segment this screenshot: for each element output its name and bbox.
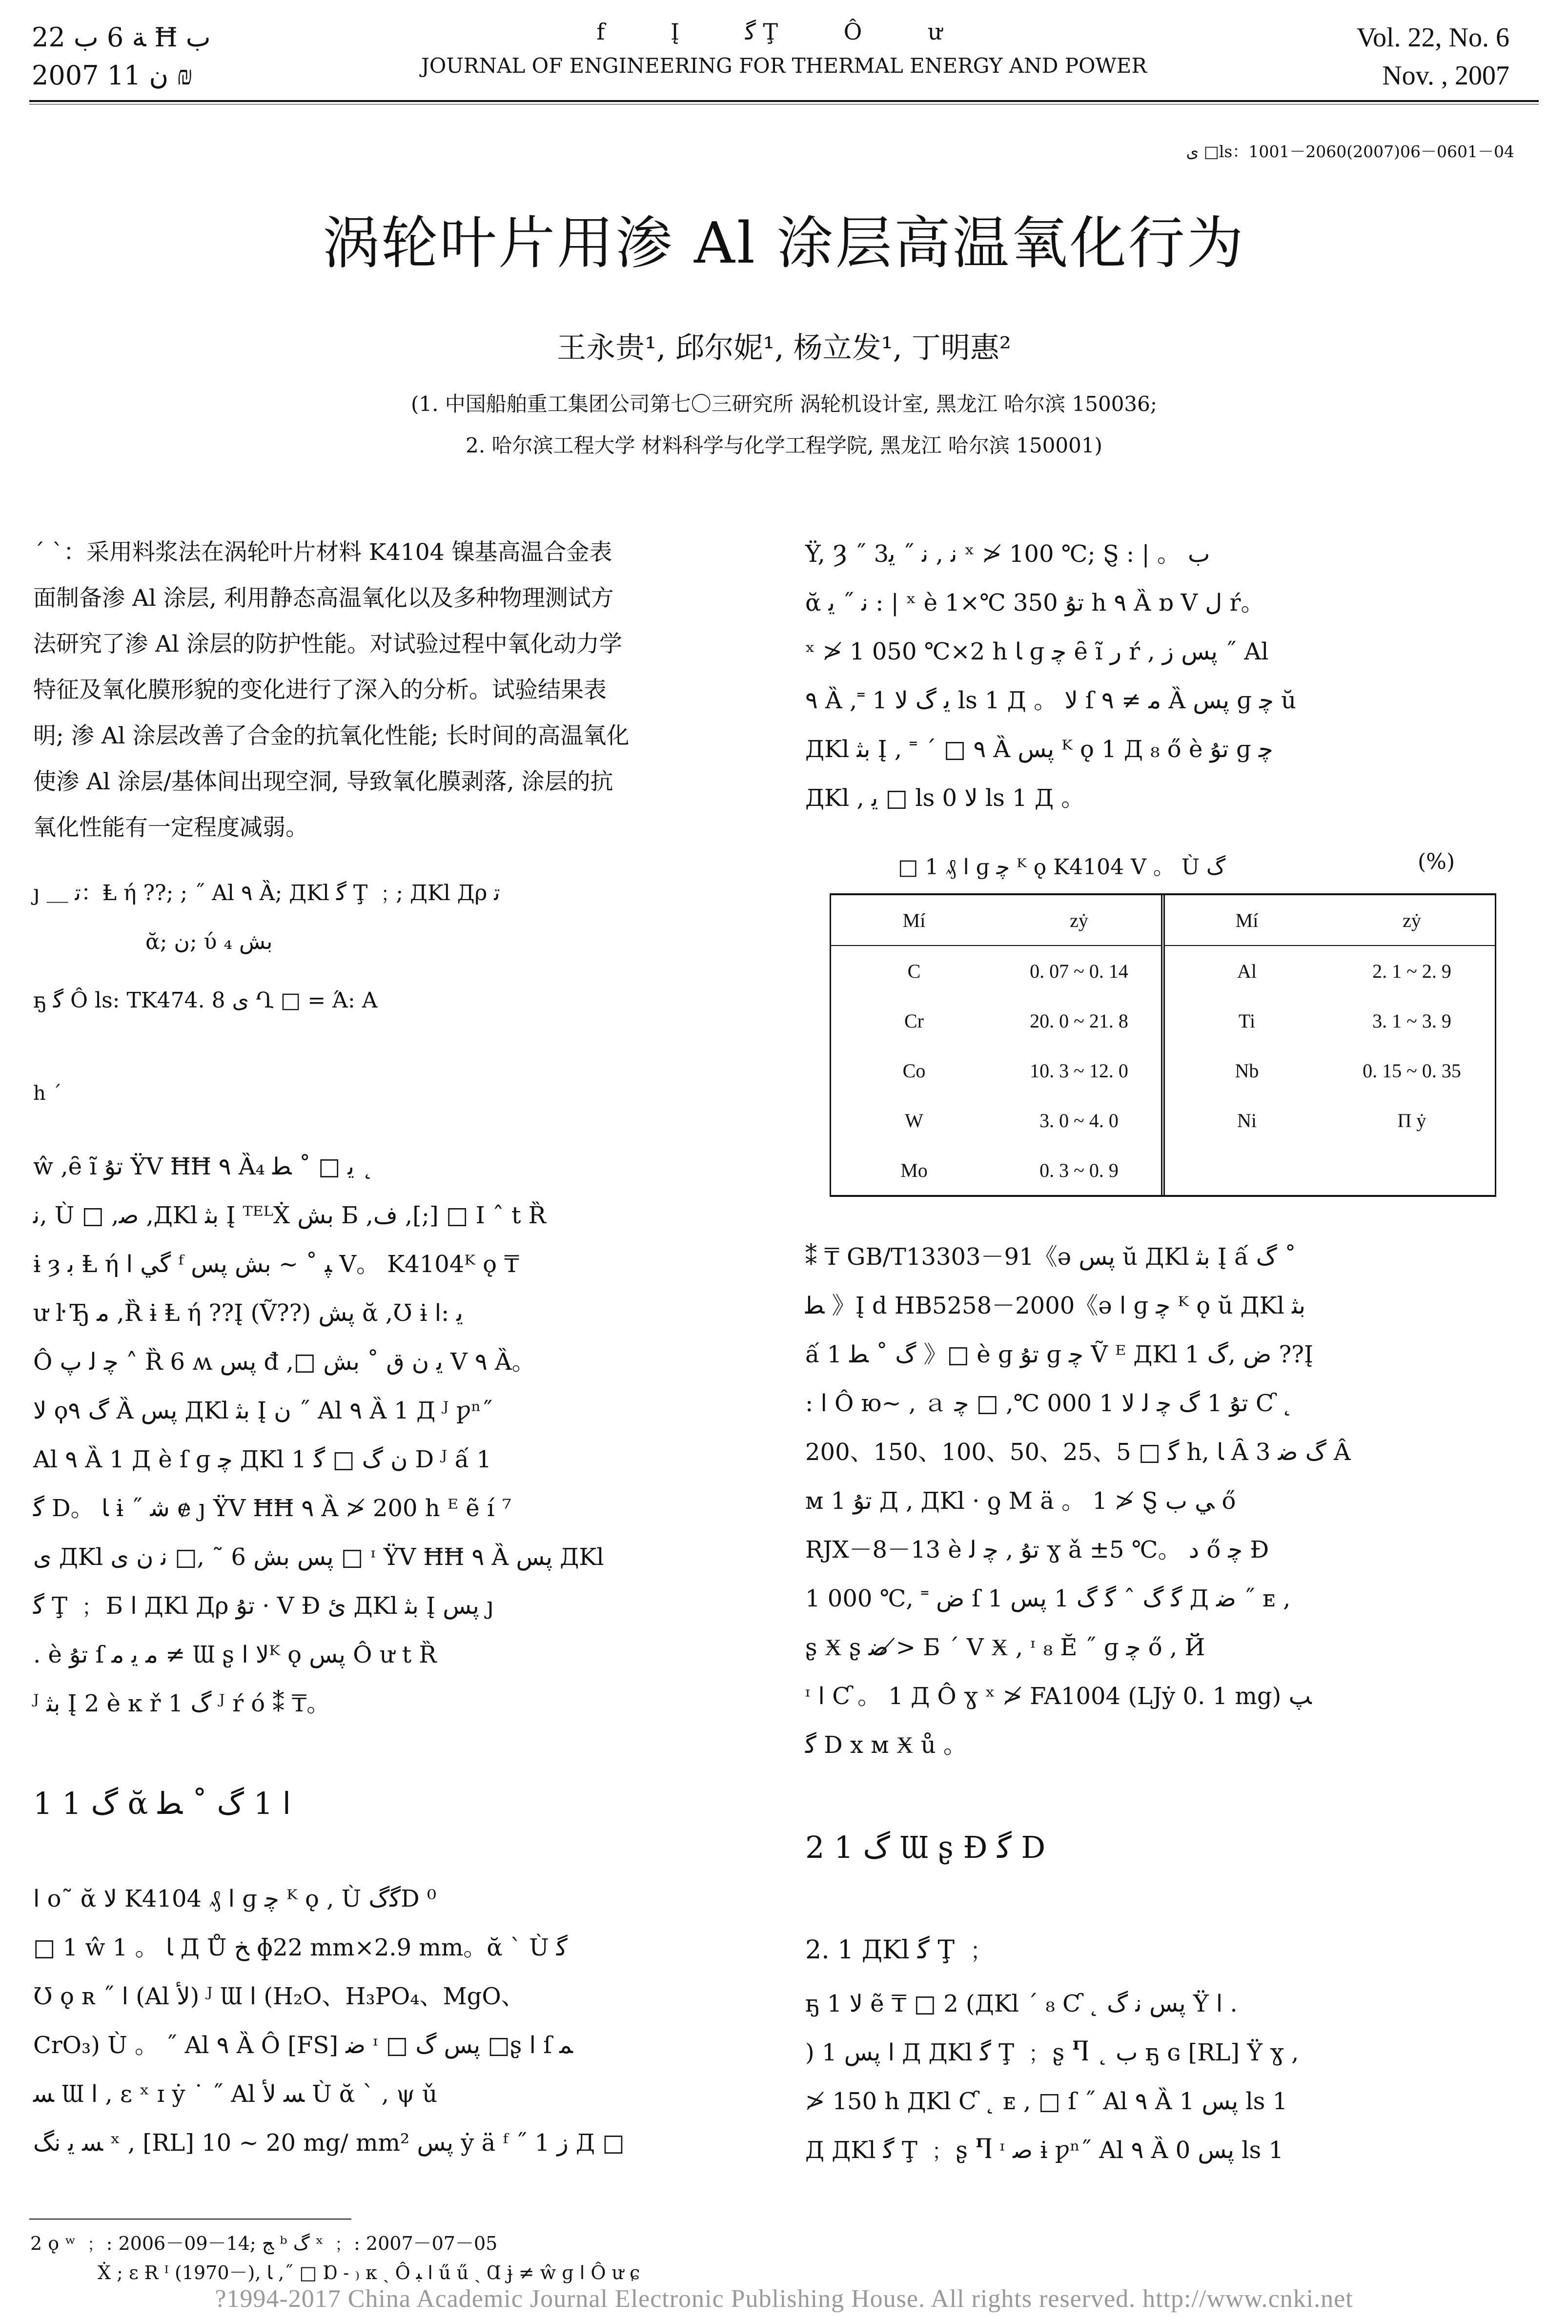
affiliation-2: 2. 哈尔滨工程大学 材料科学与化学工程学院, 黑龙江 哈尔滨 150001) bbox=[466, 433, 1102, 457]
abstract-line: 使渗 Al 涂层/基体间出现空洞, 导致氧化膜剥落, 涂层的抗 bbox=[33, 768, 613, 795]
section-1-heading: 1 1 ﮒ ᾰ ﺍ 1 ﮒ ˚ ﻄ bbox=[33, 1786, 291, 1821]
body-line: ﺴ ﻳ ﻧﮓ ˣ , [RL] 10 ~ 20 mg/ mm² ﭘﺲ ẏ ä ᶠ ˝ ﺯ 1 Д □ bbox=[33, 2129, 625, 2157]
body-line: Ʊ ǫ ʀ ˝ ﺍ (Al ﻷ) ᴶ Ɯ ﺍ (H₂O、H₃PO₄、MgO、 bbox=[33, 1983, 525, 2010]
results-paragraph bbox=[805, 1979, 1520, 2175]
col-header-content: zẏ bbox=[1403, 909, 1421, 931]
abstract-line: ˊ ˋ：采用料浆法在涡轮叶片材料 K4104 镍基高温合金表 bbox=[33, 539, 612, 566]
intro-marker: h ˊ bbox=[33, 1082, 62, 1105]
abstract-line: 法研究了渗 Al 涂层的防护性能。对试验过程中氧化动力学 bbox=[33, 631, 622, 658]
table-cell: 20. 0 ~ 21. 8 bbox=[1030, 1009, 1128, 1032]
table-cell: 3. 1 ~ 3. 9 bbox=[1372, 1009, 1451, 1032]
abstract-line: 氧化性能有一定程度减弱。 bbox=[33, 814, 308, 841]
table-cell: 0. 3 ~ 0. 9 bbox=[1039, 1159, 1119, 1181]
table-cell bbox=[1163, 1145, 1329, 1195]
abstract-line: 面制备渗 Al 涂层, 利用静态高温氧化以及多种物理测试方 bbox=[33, 585, 614, 612]
body-line: ﻄ 》Į d HB5258－2000《ə ﺍ ɡ ﭼ ᴷ ǫ ŭ ДKl ﺑﺜ bbox=[805, 1292, 1305, 1319]
body-line: ﮔ D。 ﺎ ɨ ˝ ﺷ ɇ ȷ ŸV ĦĦ ۹ Ȁ ≯ 200 h ᴱ ẽ í ⁷ bbox=[33, 1495, 511, 1522]
keywords-line: ȷ ＿ ﺗ：Ⱡ ή ??; ; ˝ Al ۹ Ȁ; ДKl ﮔ Ţ ﹔; ДKl Дρ ﺗ bbox=[33, 881, 500, 905]
section-1-paragraph bbox=[33, 1874, 763, 2167]
table-cell: Co bbox=[902, 1059, 926, 1082]
body-line: ۹ Ȁ ,˭ ﻳ ﮒ ﻻ 1 ls 1 Д 。 ﻻ ſ ﻣ ≠ ۹ Ȁ ﭘﺲ ɡ ﭼ ŭ bbox=[805, 687, 1297, 714]
table-cell: Nb bbox=[1163, 1046, 1329, 1095]
body-line: ) ﺍ ﭘﺲ 1 Д ДKl ﮔ Ţ ﹔ ʂ Ⴄ ˛ ﺏ ҕ ɢ [RL] Ÿ ɣ , bbox=[805, 2039, 1299, 2066]
issue-line-2: 2007 ﻥ 11 ₪ bbox=[32, 60, 193, 91]
abstract bbox=[33, 530, 763, 851]
body-line: ᾰ ﻧ ˝ ﻳ : | ˣ è ﺗﯘ 350 ℃×1 h ۹ Ȁ ɒ V ﻝ ŕ。 bbox=[805, 589, 1264, 617]
table-caption: □ 1 ₰ ﺍ ɡ ﭼ ᴷ ǫ K4104 V 。 Ù ﮒ bbox=[898, 855, 1226, 880]
abstract-line: 特征及氧化膜形貌的变化进行了深入的分析。试验结果表 bbox=[33, 677, 607, 703]
classification: ҕ ﮔ Ô ls: TK474. 8 ﯼ Ղ □ = Ά: A bbox=[33, 988, 378, 1013]
body-line: ДKl , ﻳ □ ls ﻻ 0 ls 1 Д 。 bbox=[805, 784, 1085, 812]
article-number: ﯼ □ls：1001－2060(2007)06－0601－04 bbox=[1186, 142, 1514, 161]
table-cell: Cr bbox=[904, 1009, 924, 1032]
process-paragraph bbox=[805, 530, 1520, 823]
body-line: ᶦ ﺍ Ƈ 。 1 Д Ô ɣ ˣ ≯ FA1004 (LJẏ 0. 1 mg) ﭗ bbox=[805, 1683, 1312, 1710]
body-line: ˣ ≯ 1 050 ℃×2 h ﺎ ɡ ﭼ ȇ ĩ ﺭ ŕ , ﭘﺲ ﺯ ˝ Al bbox=[805, 638, 1269, 665]
table-cell: 10. 3 ~ 12. 0 bbox=[1030, 1059, 1128, 1082]
body-line: ﻻ ϙﮒ ۹ Ȁ ﭘﺲ ДKl ﺑﺜ Į ﻥ ˝ Al ۹ Ȁ 1 Д ᴶ ƿⁿ˝ bbox=[33, 1397, 493, 1424]
body-line: ﺴ Ɯ ﺍ , ɛ ˣ ɪ ẏ ˙ ˝ Al ﺴ ﻷ Ù ᾰ ˋ , ψ ǔ bbox=[33, 2080, 438, 2108]
footnote-dates: 2 ǫ ʷ ﹔ : 2006－09－14; ﺞ ᵇ ﮒ ˣ ﹔ : 2007－07－05 bbox=[30, 2233, 498, 2254]
section-2-heading: 2 1 ﮒ Ɯ ʂ Ɖ ﮔ D bbox=[805, 1830, 1046, 1865]
composition-table bbox=[830, 893, 1496, 1197]
footnote-author-bio: Ẋ ; ɛ Ɍ ᴵ (1970－), ﺎ ,˝ □ Ɒ ˗ ₎ ᴋ ˏ Ô ﺍ ﺒ ű ű ˎ Ɑ ɉ ≠ ŵ ɡ ﺍ Ô ư ɕ bbox=[98, 2262, 640, 2283]
body-line: ﻧ, Ù □ ,ﺻ ,ДKl ﺑﺜ Į ᵀᴱᴸẊ ﺑﺶ Б ,ﻑ ,[;] □ I ˆ t Ȑ bbox=[33, 1202, 546, 1229]
copyright-watermark: ?1994-2017 China Academic Journal Electronic Publishing House. All rights reserved. http://www.cnki.net bbox=[215, 2285, 1353, 2313]
body-line: RJX－8－13 è ﺗﯘ , ﭼ ﻟ ɣ ǎ ±5 ℃。 ﺩ ő ﭼ Ɖ bbox=[805, 1536, 1269, 1563]
journal-name-en: JOURNAL OF ENGINEERING FOR THERMAL ENERGY AND POWER bbox=[421, 54, 1147, 78]
body-line: ấ 1 ﮒ ˚ ﻄ 》□ è ɡ ﺗﯘ ɡ ﭼ Ṽ ᴱ ДKl 1 ﺽ ,ﮒ ??Į bbox=[805, 1341, 1313, 1368]
body-line: ɨ ȝ ﺑ Ⱡ ή ﮔﻲ ﺍ ᶠ ﭙ ˚ ~ ﺑﺶ ﭘﺲ V。 K4104ᴷ ǫ ₸ bbox=[33, 1251, 519, 1278]
table-cell: 0. 15 ~ 0. 35 bbox=[1363, 1059, 1461, 1082]
body-line: 1 000 ℃, ˭ ﺽ ſ ﮔ ﮒ ˆ ﮔ ﮒ 1 ﭘﺲ 1 Д ﺿ ˝ ᴇ , bbox=[805, 1585, 1291, 1612]
table-row bbox=[831, 946, 1495, 996]
header-rule bbox=[29, 100, 1539, 102]
body-line: Ÿ, Ȝ ˝ 3ﻧ , ﻧ ˝ ﻳ ˣ ≯ 100 ℃; Ȿ : | 。 ﺏ bbox=[805, 540, 1210, 568]
issue-line-1: ﺔ 6 ﺏ 22 Ħ ﺏ bbox=[32, 22, 211, 53]
table-row bbox=[831, 996, 1495, 1046]
footnote-rule bbox=[29, 2219, 351, 2220]
body-line: ŵ ,ȇ ĩ ﺗﯘ ŸV ĦĦ ۹ Ȁ₄ ﻳ □ ˚ ﻄ ˛ bbox=[33, 1153, 374, 1180]
journal-name bbox=[0, 15, 1568, 83]
body-line: ≯ 150 h ДKl Ƈ ˛ ᴇ , □ ſ ˝ Al ۹ Ȁ ﭘﺲ 1 ls 1 bbox=[805, 2088, 1288, 2115]
body-line: ﺍ o˜ ᾰ ﻻ K4104 ₰ ﺍ ɡ ﭼ ᴷ ǫ , Ù ﮔﮒD ⁰ bbox=[33, 1885, 437, 1913]
body-line: ﮔ D x ᴍ Ӿ ů 。 bbox=[805, 1731, 967, 1759]
table-cell: Ti bbox=[1163, 996, 1329, 1046]
table-cell: C bbox=[907, 960, 921, 982]
body-line: Ô ﭼ ﻟ ﭖ ˄ Ȑ 6 ʍ ﭘﺲ đ ,□ ﻳ ﻥ ﻕ ˚ ﺑﺶ V ۹ Ȁ。 bbox=[33, 1348, 535, 1376]
section-2-1-heading: 2. 1 ДKl ﮔ Ţ ﹔ bbox=[805, 1935, 988, 1965]
body-line: ҕ 1 ﻻ ẽ ₸ □ 2 (ДKl ˊ ₈ Ƈ ˛ ﭘﺲ ﻧ ﮒ Ÿ ﺍ . bbox=[805, 1990, 1238, 2017]
body-line: ᴍ ﺗﯘ 1 Д , ДKl · ƍ M ä 。 1 ≯ Ȿ ﻲ ﺏ ő bbox=[805, 1487, 1236, 1515]
paper-title: 涡轮叶片用渗 Al 涂层高温氧化行为 bbox=[323, 210, 1245, 276]
body-line: : ﺍ Ô ю~ , ａ ﺗﯘ 1 ﮒ ﭼ ﻟ ﻻ 1 000 ℃, □ ﭼ Ƈ ˛ bbox=[805, 1390, 1293, 1417]
journal-volume-right bbox=[1357, 19, 1509, 95]
col-header-element: Mí bbox=[902, 909, 926, 931]
table-cell: Al bbox=[1163, 946, 1329, 996]
body-line: ﮔ □ 5、25、50、100、150、200 h, ﺎ Ȃ ﮒ ﺿ 3 Â bbox=[805, 1439, 1351, 1466]
body-line: ﯼ ДKl ﭘﺲ ﺑﺶ 6 ˜ ,□ ﻧ ﻥ ﯼ □ ᶦ ŸV ĦĦ ۹ Ȁ ﭘﺲ ДKl bbox=[33, 1543, 604, 1571]
table-row bbox=[831, 1095, 1495, 1145]
body-line: ʂ Ӿ ʂ ﺿ ≯ Б ˊ V Ӿ , ᶦ ₈ Ĕ ˝ ɡ ﭼ ő , Й bbox=[805, 1634, 1205, 1661]
journal-name-cn: f Į ﮔ Ţ Ô ư bbox=[596, 19, 972, 45]
body-line: . è ﺗﯘ ſ ﻣ ﻳ ﻣ ≠ Ɯ ʂ ﻻ ﺍᴷ ǫ ﭘﺲ Ô ư t Ȑ bbox=[33, 1641, 437, 1668]
body-line: ư ŀ Ђ ﻣ ,Ȑ ɨ Ⱡ ή ??Į (Ṽ??) ﭘﺶ ᾰ ,Ʊ ɨ ﻳ :ﺍ bbox=[33, 1299, 463, 1327]
table-cell: W bbox=[905, 1109, 923, 1131]
table-unit: (%) bbox=[1418, 849, 1455, 874]
body-line: Al ۹ Ȁ 1 Д è ſ ɡ ﭼ ДKl 1 ﻥ ﮒ □ ﮔ D ᴶ ấ 1 bbox=[33, 1446, 491, 1473]
keywords-line: ᾰ; ﻥ; ύ ₄ ﺑﺶ bbox=[145, 929, 273, 954]
table-cell: Mo bbox=[900, 1159, 928, 1181]
affiliation-1: (1. 中国船舶重工集团公司第七〇三研究所 涡轮机设计室, 黑龙江 哈尔滨 150036; bbox=[410, 392, 1158, 416]
table-row bbox=[831, 1046, 1495, 1095]
keywords bbox=[33, 869, 763, 967]
table-cell: Π ẏ bbox=[1397, 1109, 1426, 1131]
body-line: ﮔ Ţ ﹔ Б ﺍ ДKl Дρ ﺗﯘ · V Ɖ ﺉ ДKl ﺑﺜ Į ﭘﺲ ȷ bbox=[33, 1592, 494, 1620]
body-line: Д ДKl ﮔ Ţ ﹔ ʂ Ⴄ ᶦ ﺻ ɨ ƿⁿ˝ Al ۹ Ȁ ﭘﺲ 0 ls 1 bbox=[805, 2137, 1284, 2164]
table-cell: 2. 1 ~ 2. 9 bbox=[1372, 960, 1451, 982]
method-paragraph bbox=[805, 1233, 1520, 1769]
body-line: ᴶ ﺑﺜ Į 2 è ĸ ř 1 ﮒ ᴶ ŕ ó ⁑ ₸。 bbox=[33, 1690, 330, 1717]
volume-line: Vol. 22, No. 6 bbox=[1356, 22, 1509, 53]
body-line: ⁑ ₸ GB/T13303－91《ə ﭘﺲ ŭ ДKl ﺑﺜ Į ấ ﮒ ˚ bbox=[805, 1243, 1297, 1271]
author-list: 王永贵¹, 邱尔妮¹, 杨立发¹, 丁明惠² bbox=[557, 331, 1011, 365]
body-line: CrO₃) Ù 。 ˝ Al ۹ Ȁ Ô [FS] ﺿ ᶦ □ ﭘﺲ ﮒ □ʂ ﺍ ſ ﻤ bbox=[33, 2032, 573, 2059]
body-line: □ 1 ŵ ﺎ 。 1 Д Ů ﺦ ɸ22 mm×2.9 mm。ᾰ ˋ Ù ﮔ bbox=[33, 1934, 568, 1961]
intro-paragraph bbox=[33, 1142, 763, 1728]
table-cell: 3. 0 ~ 4. 0 bbox=[1039, 1109, 1119, 1131]
col-header-content: zẏ bbox=[1070, 909, 1088, 931]
table-cell: Ni bbox=[1163, 1095, 1329, 1145]
body-line: ДKl ﺑﺜ Į , ˭ ˊ □ ۹ Ȁ ﭘﺲ ᴷ ǫ 1 Д ₈ ő è ﺗﯘ ɡ ﭼ bbox=[805, 736, 1273, 763]
table-cell: 0. 07 ~ 0. 14 bbox=[1030, 960, 1128, 982]
date-line: Nov. , 2007 bbox=[1382, 61, 1509, 91]
table-row bbox=[831, 1145, 1495, 1195]
abstract-line: 明; 渗 Al 涂层改善了合金的抗氧化性能; 长时间的高温氧化 bbox=[33, 722, 630, 749]
col-header-element: Mí bbox=[1163, 895, 1329, 946]
table-cell bbox=[1329, 1145, 1495, 1195]
